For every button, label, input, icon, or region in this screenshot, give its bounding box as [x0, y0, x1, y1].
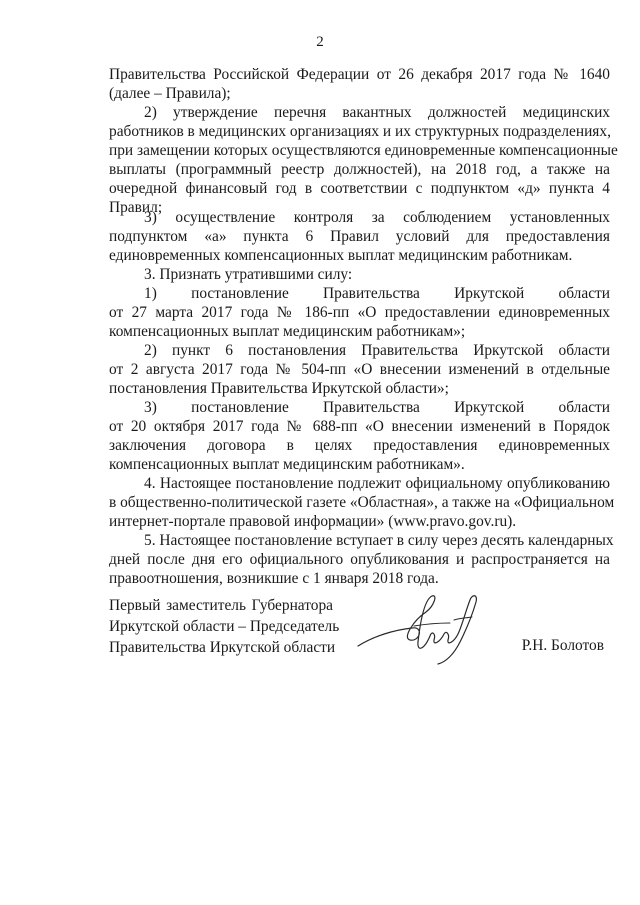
text-line: при замещении которых осуществляются единовременные компенсационные [109, 142, 618, 159]
text-line: подпунктом «а» пункта 6 Правил условий для предоставления [109, 228, 610, 245]
position-word: Первый [109, 597, 161, 614]
text-line: в общественно-политической газете «Областная», а также на «Официальном [109, 494, 615, 511]
signatory-position [109, 595, 339, 658]
signatory-name: Р.Н. Болотов [521, 637, 604, 654]
text-line: 4. Настоящее постановление подлежит официальному опубликованию [144, 475, 610, 492]
text-line: правоотношения, возникшие с 1 января 2018 года. [109, 570, 439, 587]
text-line: работников в медицинских организациях и их структурных подразделениях, [109, 123, 611, 140]
text-line: Правил; [109, 199, 163, 216]
text-line: заключения договора в целях предоставления единовременных [109, 437, 610, 454]
text-line: 1) постановление Правительства Иркутской области [144, 285, 610, 302]
text-line: 3) осуществление контроля за соблюдением установленных [144, 209, 610, 226]
text-line: (далее – Правила); [109, 85, 231, 102]
text-line: дней после дня его официального опубликования и распространяется на [109, 551, 610, 568]
text-line: постановления Правительства Иркутской области»; [109, 380, 449, 397]
handwritten-signature [354, 590, 504, 670]
text-line: от 27 марта 2017 года № 186-пп «О предоставлении единовременных [109, 304, 610, 321]
text-line: интернет-портале правовой информации» (www.pravo.gov.ru). [109, 513, 517, 530]
text-line: 3. Признать утратившими силу: [144, 266, 353, 283]
text-line: от 20 октября 2017 года № 688-пп «О внесении изменений в Порядок [109, 418, 610, 435]
text-line: очередной финансовый год в соответствии с подпунктом «д» пункта 4 [109, 180, 610, 197]
text-line: 3) постановление Правительства Иркутской области [144, 399, 610, 416]
position-line: Правительства Иркутской области [109, 639, 336, 656]
position-line [109, 595, 333, 616]
text-line: выплаты (программный реестр должностей), на 2018 год, а также на [109, 161, 610, 178]
page-number: 2 [316, 34, 324, 50]
text-line: от 2 августа 2017 года № 504-пп «О внесении изменений в отдельные [109, 361, 610, 378]
position-word: Губернатора [251, 597, 333, 614]
text-line: 2) пункт 6 постановления Правительства Иркутской области [144, 342, 610, 359]
text-line: компенсационных выплат медицинским работникам»; [109, 323, 466, 340]
text-line: компенсационных выплат медицинским работникам». [109, 456, 465, 473]
text-line: 2) утверждение перечня вакантных должностей медицинских [144, 104, 610, 121]
position-word: заместитель [166, 597, 247, 614]
position-line: Иркутской области – Председатель [109, 618, 340, 635]
text-line: 5. Настоящее постановление вступает в силу через десять календарных [144, 532, 614, 549]
text-line: Правительства Российской Федерации от 26 декабря 2017 года № 1640 [109, 66, 610, 83]
text-line: единовременных компенсационных выплат медицинским работникам. [109, 247, 573, 264]
